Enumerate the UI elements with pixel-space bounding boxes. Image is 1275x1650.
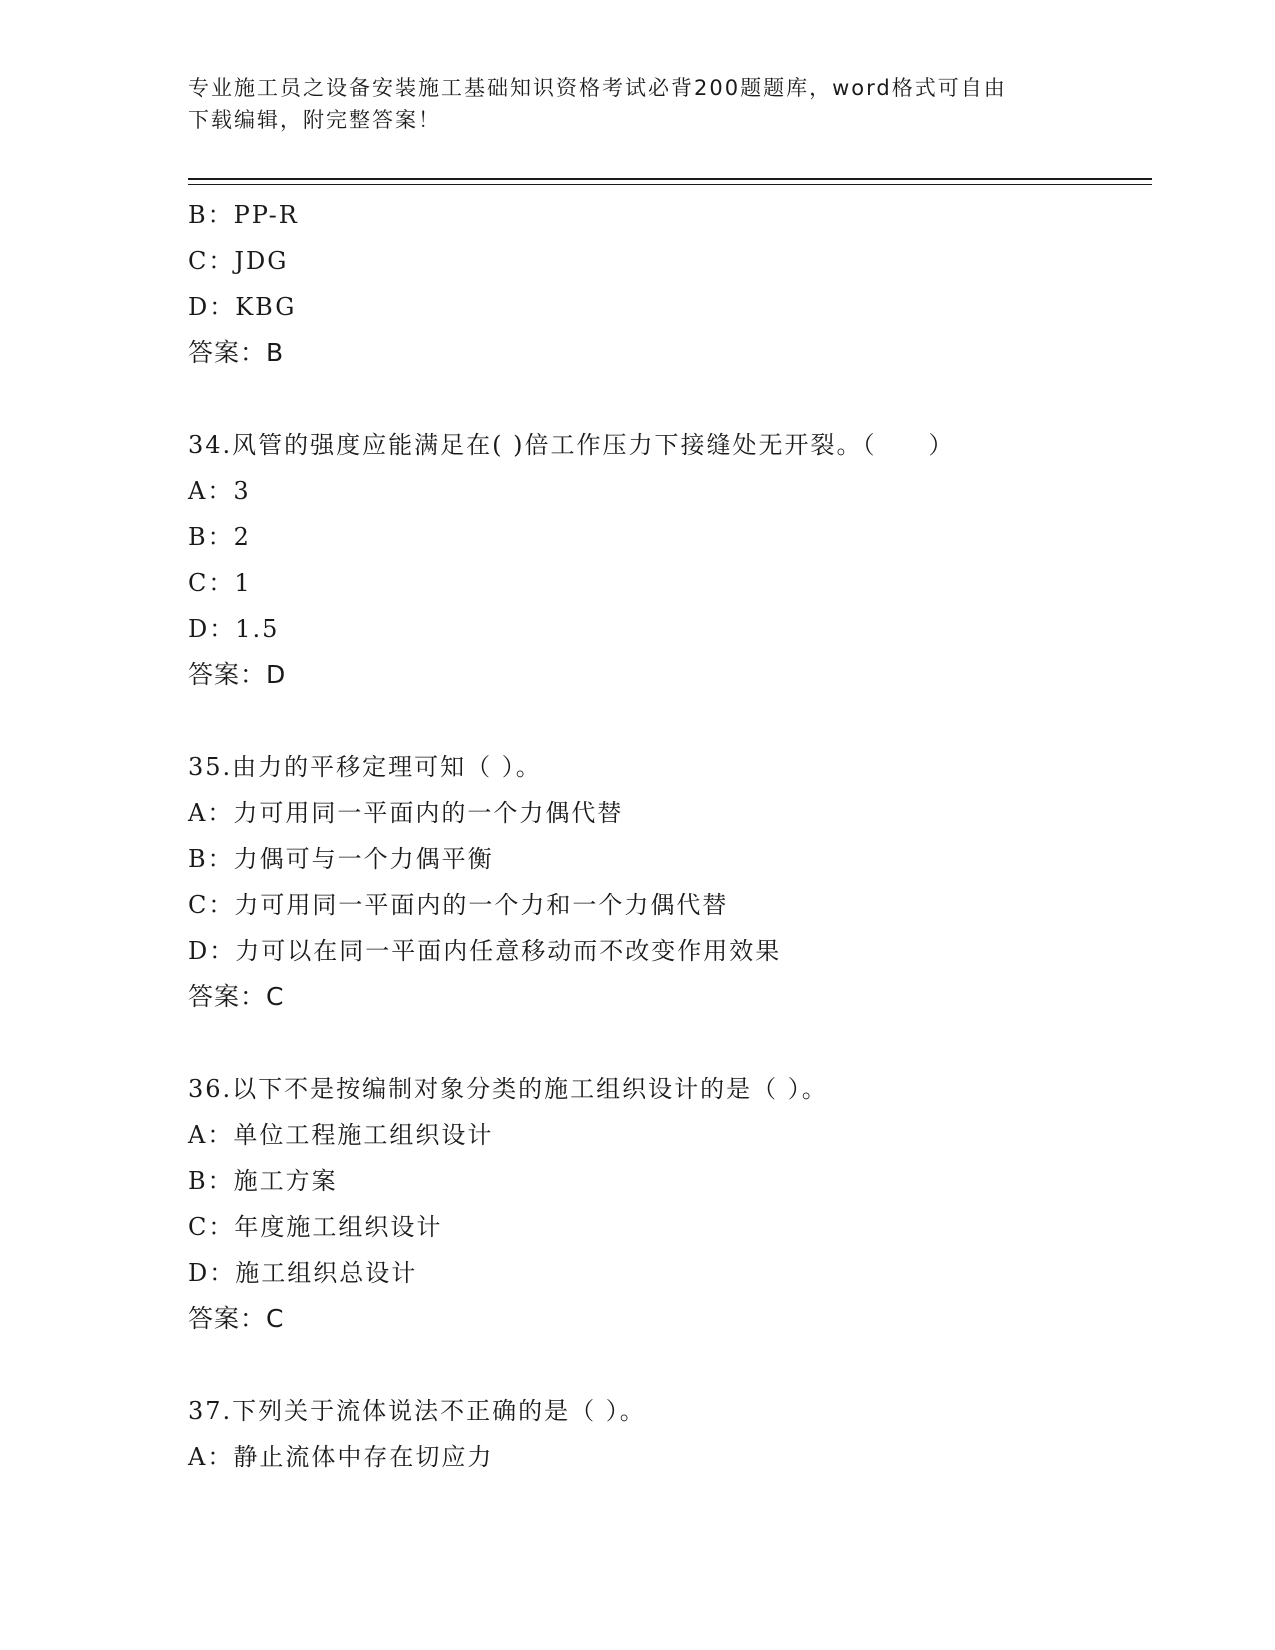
answer: 答案：C: [188, 1304, 285, 1333]
header-divider-thin: [188, 184, 1152, 185]
spacer: [188, 1020, 1152, 1066]
header-line-2: 下载编辑，附完整答案！: [188, 108, 441, 132]
header-divider-thick: [188, 178, 1152, 180]
option-d: D：力可以在同一平面内任意移动而不改变作用效果: [188, 937, 782, 965]
question-33-tail: [188, 192, 1152, 376]
spacer: [188, 1342, 1152, 1388]
option-c: C：1: [188, 569, 252, 597]
question-stem: 37.下列关于流体说法不正确的是（ ）。: [188, 1397, 646, 1425]
option-c: C：年度施工组织设计: [188, 1213, 443, 1241]
document-header: [188, 72, 1068, 136]
option-c: C：JDG: [188, 247, 289, 275]
option-d: D：施工组织总设计: [188, 1259, 418, 1287]
answer: 答案：D: [188, 660, 287, 689]
answer: 答案：B: [188, 338, 285, 367]
question-34: [188, 422, 1152, 698]
question-37: [188, 1388, 1152, 1480]
option-c: C：力可用同一平面内的一个力和一个力偶代替: [188, 891, 729, 919]
option-a: A：静止流体中存在切应力: [188, 1443, 494, 1471]
spacer: [188, 376, 1152, 422]
option-a: A：力可用同一平面内的一个力偶代替: [188, 799, 624, 827]
header-line-1: 专业施工员之设备安装施工基础知识资格考试必背200题题库，word格式可自由: [188, 76, 1007, 100]
option-d: D：1.5: [188, 615, 280, 643]
option-a: A：3: [188, 477, 251, 505]
option-b: B：施工方案: [188, 1167, 338, 1195]
question-stem: 34.风管的强度应能满足在( )倍工作压力下接缝处无开裂。（ ）: [188, 431, 955, 459]
question-list: [188, 192, 1152, 1480]
question-36: [188, 1066, 1152, 1342]
option-b: B：2: [188, 523, 251, 551]
option-a: A：单位工程施工组织设计: [188, 1121, 494, 1149]
answer: 答案：C: [188, 982, 285, 1011]
question-stem: 36.以下不是按编制对象分类的施工组织设计的是（ ）。: [188, 1075, 828, 1103]
question-stem: 35.由力的平移定理可知（ ）。: [188, 753, 542, 781]
question-35: [188, 744, 1152, 1020]
option-d: D：KBG: [188, 293, 297, 321]
option-b: B：力偶可与一个力偶平衡: [188, 845, 494, 873]
spacer: [188, 698, 1152, 744]
option-b: B：PP-R: [188, 201, 299, 229]
